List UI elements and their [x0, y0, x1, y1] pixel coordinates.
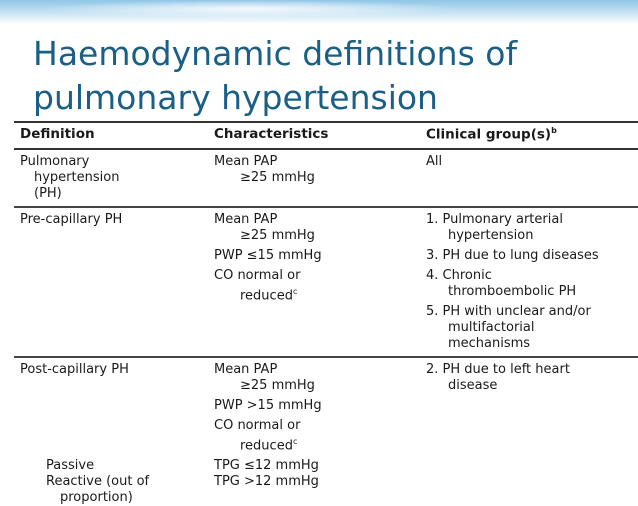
postcap-definition	[14, 357, 208, 458]
precap-characteristics	[208, 207, 420, 357]
ph-characteristic-line: ≥25 mmHg	[240, 169, 315, 185]
passive-definition	[14, 458, 208, 474]
definitions-table	[14, 121, 638, 506]
top-bar-glare	[40, 0, 460, 18]
precap-group-line: 5. PH with unclear and/or	[426, 303, 591, 319]
passive-characteristics	[208, 458, 420, 474]
precap-group-line: thromboembolic PH	[448, 283, 577, 299]
table-header-row	[14, 122, 638, 149]
passive-characteristic-line: TPG ≤12 mmHg	[214, 457, 319, 473]
definitions-table-container	[14, 121, 638, 505]
postcap-characteristic-line	[214, 434, 420, 454]
ph-definition-line: hypertension	[34, 169, 120, 185]
precap-characteristic-line: CO normal or	[214, 267, 301, 283]
postcap-reduced-footnote: c	[292, 436, 298, 446]
precap-characteristic-line	[214, 284, 420, 304]
ph-definition-line: (PH)	[34, 185, 62, 201]
postcap-reduced-text: reduced	[240, 437, 293, 453]
precap-characteristic-line: PWP ≤15 mmHg	[214, 247, 322, 263]
precap-group-line: multifactorial	[448, 319, 535, 335]
reactive-definition-line: proportion)	[60, 489, 133, 505]
postcap-characteristic-line: Mean PAP	[214, 361, 278, 377]
postcap-group-line: disease	[448, 377, 498, 393]
precap-reduced-text: reduced	[240, 287, 293, 303]
slide-title-line-1: Haemodynamic definitions of	[33, 34, 518, 73]
postcap-characteristic-line: PWP >15 mmHg	[214, 397, 322, 413]
table-row-postcapillary	[14, 357, 638, 458]
passive-definition-line: Passive	[46, 457, 95, 473]
ph-definition-line: Pulmonary	[20, 153, 90, 169]
postcap-group-line: 2. PH due to left heart	[426, 361, 570, 377]
table-row-precapillary	[14, 207, 638, 357]
precap-reduced-footnote: c	[292, 286, 298, 296]
precap-group-line: hypertension	[448, 227, 534, 243]
reactive-characteristics	[208, 474, 420, 506]
table-row-ph	[14, 149, 638, 207]
precap-characteristic-line: ≥25 mmHg	[240, 227, 315, 243]
ph-definition	[14, 149, 208, 207]
precap-definition-line: Pre-capillary PH	[20, 211, 123, 227]
ph-characteristics	[208, 149, 420, 207]
table-row-reactive	[14, 474, 638, 506]
passive-clinical-group	[420, 458, 638, 474]
header-definition: Definition	[14, 122, 208, 149]
reactive-clinical-group	[420, 474, 638, 506]
postcap-definition-line: Post-capillary PH	[20, 361, 129, 377]
header-clinical-group-label: Clinical group(s)	[426, 126, 552, 143]
ph-clinical-group	[420, 149, 638, 207]
header-clinical-group	[420, 122, 638, 149]
precap-clinical-groups	[420, 207, 638, 357]
precap-definition	[14, 207, 208, 357]
precap-group-line: 1. Pulmonary arterial	[426, 211, 563, 227]
header-characteristics: Characteristics	[208, 122, 420, 149]
header-clinical-group-footnote: b	[551, 126, 557, 135]
postcap-characteristics	[208, 357, 420, 458]
table-row-passive	[14, 458, 638, 474]
reactive-definition	[14, 474, 208, 506]
precap-group-line: mechanisms	[448, 335, 531, 351]
slide-top-bar	[0, 0, 638, 24]
slide-title-line-2: pulmonary hypertension	[33, 78, 438, 117]
precap-characteristic-line: Mean PAP	[214, 211, 278, 227]
reactive-characteristic-line: TPG >12 mmHg	[214, 473, 319, 489]
postcap-characteristic-line: CO normal or	[214, 417, 301, 433]
postcap-clinical-group	[420, 357, 638, 458]
slide-title	[33, 32, 593, 120]
reactive-definition-line: Reactive (out of	[46, 473, 150, 489]
precap-group-line: 4. Chronic	[426, 267, 492, 283]
postcap-characteristic-line: ≥25 mmHg	[240, 377, 315, 393]
precap-group-line: 3. PH due to lung diseases	[426, 247, 599, 263]
ph-group-line: All	[426, 153, 443, 169]
ph-characteristic-line: Mean PAP	[214, 153, 278, 169]
